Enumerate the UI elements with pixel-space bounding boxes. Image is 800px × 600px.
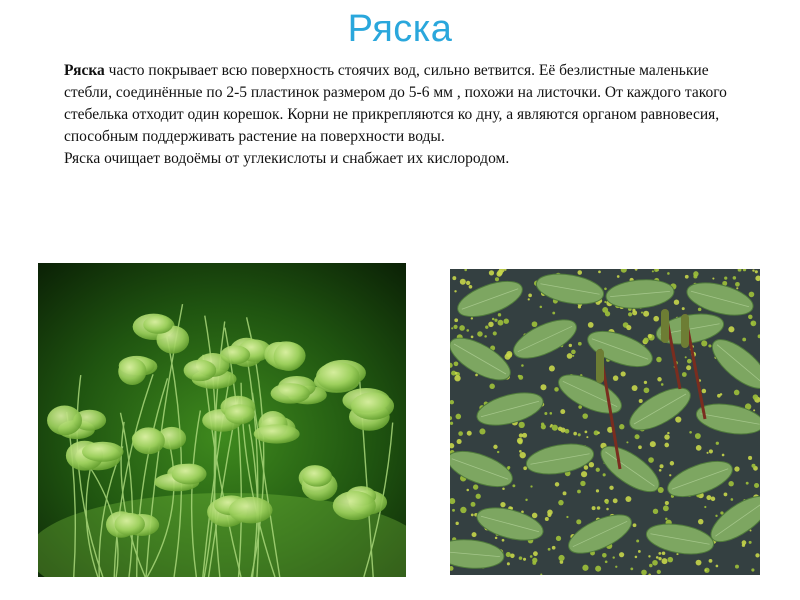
paragraph-1 xyxy=(64,60,754,148)
slide-body-text xyxy=(64,60,754,170)
duckweed-underwater-photo xyxy=(38,263,406,577)
paragraph-2: Ряска очищает водоёмы от углекислоты и снабжает их кислородом. xyxy=(64,150,510,167)
pond-leaves-image xyxy=(450,269,760,575)
slide-title: Ряска xyxy=(347,8,453,50)
pond-leaves-photo xyxy=(450,269,760,575)
bold-term: Ряска xyxy=(64,62,105,79)
duckweed-underwater-image xyxy=(38,263,406,577)
paragraph-1-text: часто покрывает всю поверхность стоячих вод, сильно ветвится. Её безлистные маленькие стебли, соединённые по 2-5 пластинок размером до 5-6 мм , похожи на листочки. От каждого такого стебелька отходит один корешок. Корни не прикрепляются ко дну, а являются органом равновесия, способным поддерживать растение на поверхности воды. xyxy=(64,62,727,145)
